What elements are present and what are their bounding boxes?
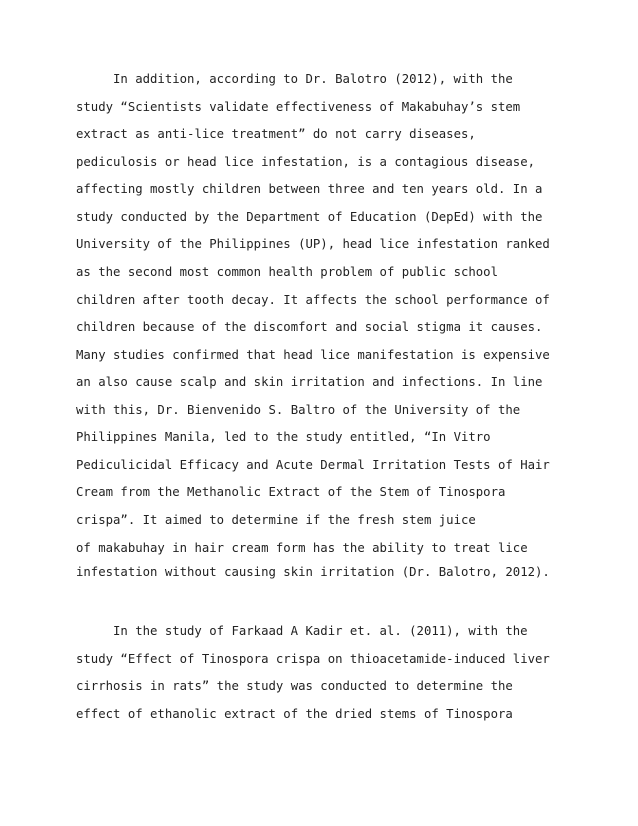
text-line: University of the Philippines (UP), head lice infestation ranked — [76, 237, 550, 252]
text-line: children after tooth decay. It affects the school performance of — [76, 292, 550, 307]
text-line: pediculosis or head lice infestation, is a contagious disease, — [76, 154, 536, 169]
text-line: In the study of Farkaad A Kadir et. al. (2011), with the — [113, 624, 528, 638]
text-line: study conducted by the Department of Education (DepEd) with the — [76, 209, 543, 224]
text-line: crispa”. It aimed to determine if the fresh stem juice — [76, 513, 476, 527]
text-line: cirrhosis in rats” the study was conducted to determine the — [76, 679, 513, 694]
text-line: with this, Dr. Bienvenido S. Baltro of the University of the — [76, 402, 521, 417]
text-line: Pediculicidal Efficacy and Acute Dermal Irritation Tests of Hair — [76, 457, 550, 472]
text-line: of makabuhay in hair cream form has the ability to treat lice — [76, 540, 528, 555]
text-line: as the second most common health problem of public school — [76, 264, 498, 279]
text-line: extract as anti-lice treatment” do not carry diseases, — [76, 127, 476, 142]
paragraph-1 — [76, 71, 576, 591]
text-line: Philippines Manila, led to the study entitled, “In Vitro — [76, 430, 491, 445]
paragraph-2 — [76, 623, 576, 733]
text-line: study “Scientists validate effectiveness of Makabuhay’s stem — [76, 99, 521, 114]
text-line: children because of the discomfort and social stigma it causes. — [76, 320, 543, 335]
text-line: Cream from the Methanolic Extract of the Stem of Tinospora — [76, 485, 506, 500]
text-line: effect of ethanolic extract of the dried stems of Tinospora — [76, 706, 513, 721]
text-line: affecting mostly children between three and ten years old. In a — [76, 182, 543, 197]
text-line: study “Effect of Tinospora crispa on thioacetamide-induced liver — [76, 651, 550, 666]
text-line: Many studies confirmed that head lice manifestation is expensive — [76, 347, 550, 362]
text-line: infestation without causing skin irritation (Dr. Balotro, 2012). — [76, 564, 550, 579]
text-line: an also cause scalp and skin irritation and infections. In line — [76, 375, 543, 390]
text-line: In addition, according to Dr. Balotro (2012), with the — [113, 72, 513, 86]
